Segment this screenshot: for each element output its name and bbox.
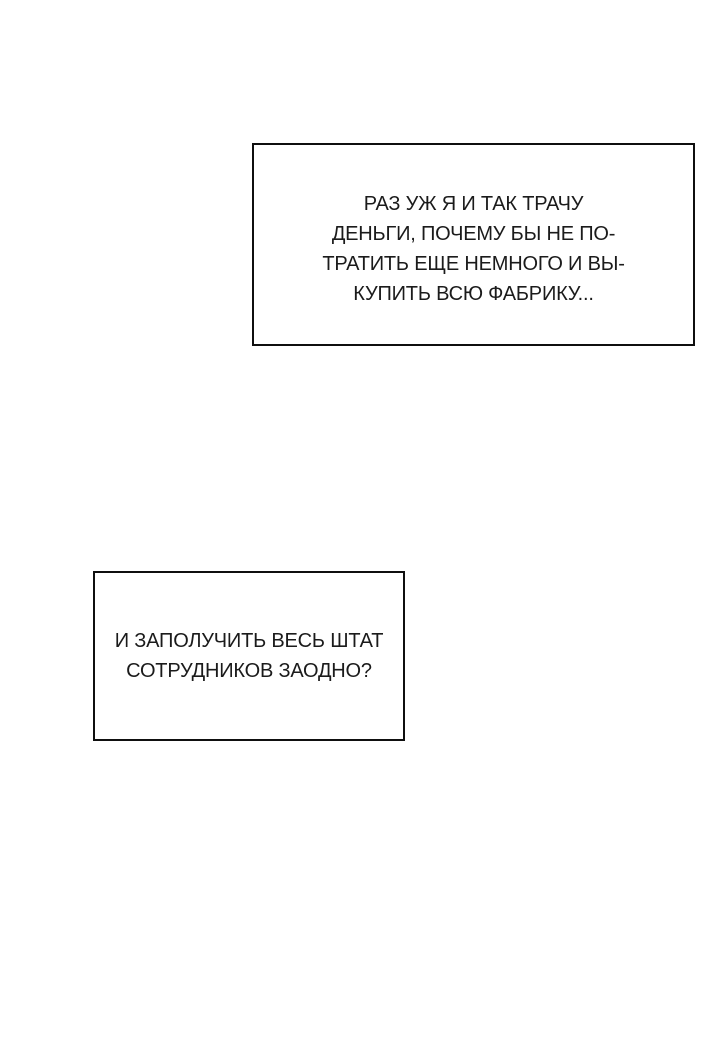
speech-caption-box-top [252,143,695,346]
speech-text-line: ДЕНЬГИ, ПОЧЕМУ БЫ НЕ ПО- [331,222,616,245]
speech-caption-box-left [93,571,405,741]
speech-text-line: ТРАТИТЬ ЕЩЕ НЕМНОГО И ВЫ- [322,252,625,275]
speech-text-line: СОТРУДНИКОВ ЗАОДНО? [126,660,372,682]
speech-text-line: РАЗ УЖ Я И ТАК ТРАЧУ [363,192,584,215]
speech-text-line: КУПИТЬ ВСЮ ФАБРИКУ... [353,282,594,305]
speech-text-line: И ЗАПОЛУЧИТЬ ВЕСЬ ШТАТ [114,630,384,652]
